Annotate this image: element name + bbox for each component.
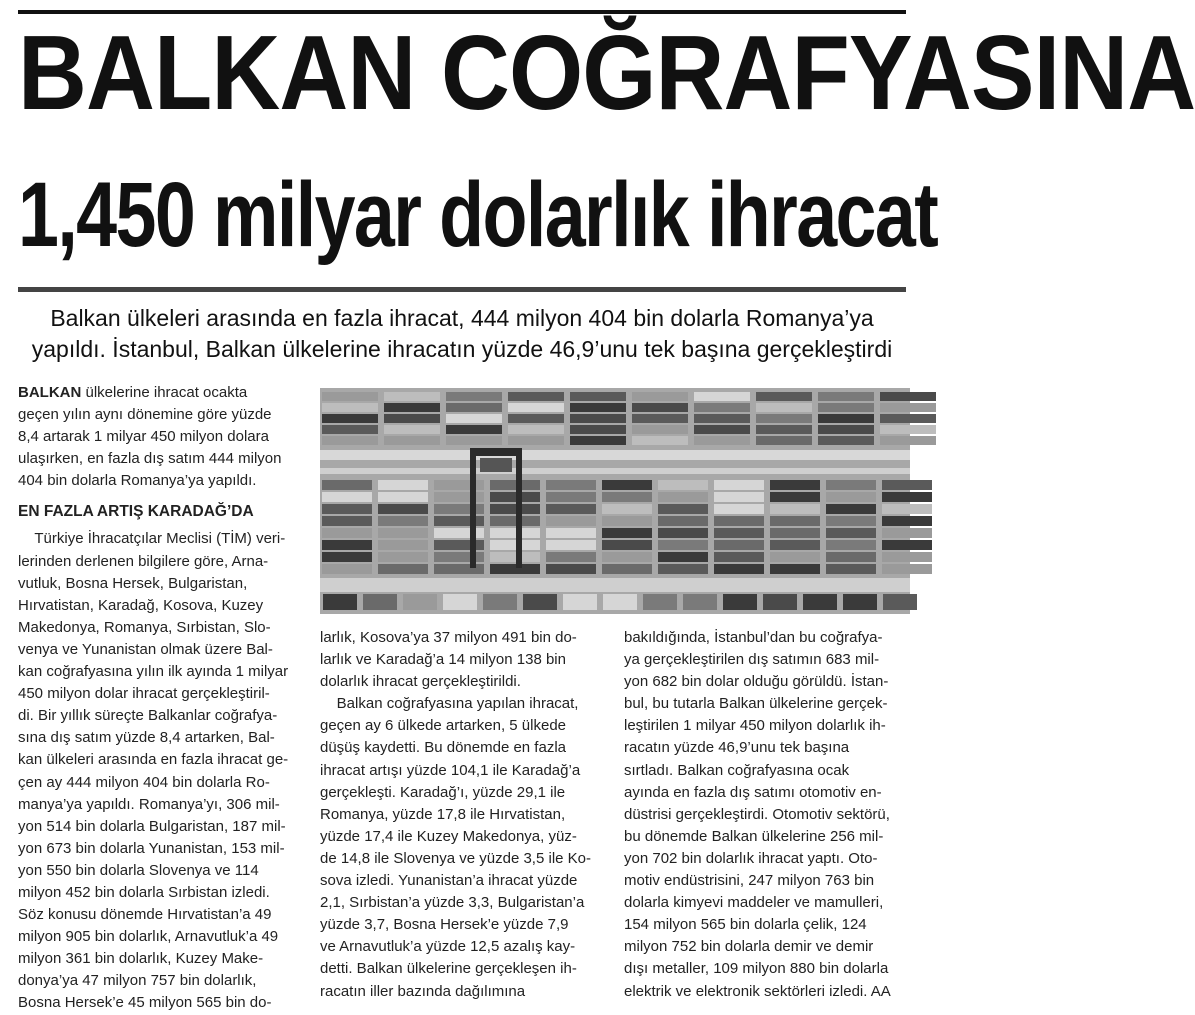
text-line: venya ve Yunanistan olmak üzere Bal- <box>18 640 273 658</box>
container <box>322 480 372 490</box>
text-line: düşüş kaydetti. Bu dönemde en fazla <box>320 739 566 757</box>
text-line: 450 milyon dolar ihracat gerçekleştiril- <box>18 685 270 703</box>
container <box>602 492 652 502</box>
container <box>818 425 874 434</box>
container <box>882 504 932 514</box>
container <box>826 564 876 574</box>
container <box>546 552 596 562</box>
container <box>446 414 502 423</box>
text-line: bul, bu tutarla Balkan ülkelerine gerçek- <box>624 695 888 713</box>
text-line: vutluk, Bosna Hersek, Bulgaristan, <box>18 574 248 592</box>
container <box>658 564 708 574</box>
text-line: donya’ya 47 milyon 757 bin dolarlık, <box>18 972 257 990</box>
container <box>658 552 708 562</box>
container <box>818 392 874 401</box>
container <box>570 392 626 401</box>
container <box>546 504 596 514</box>
container <box>756 436 812 445</box>
container <box>602 540 652 550</box>
container <box>658 492 708 502</box>
text-line: dolarlık ihracat gerçekleştirildi. <box>320 673 521 691</box>
container <box>763 594 797 610</box>
container <box>446 425 502 434</box>
container <box>602 528 652 538</box>
container <box>523 594 557 610</box>
container <box>694 436 750 445</box>
container <box>490 516 540 526</box>
container <box>322 540 372 550</box>
container <box>880 403 936 412</box>
container <box>658 516 708 526</box>
container <box>570 403 626 412</box>
text-line: racatın iller bazında dağılımına <box>320 982 526 1000</box>
text-line: di. Bir yıllık süreçte Balkanlar coğrafya- <box>18 707 278 725</box>
text-line: dolarla kimyevi maddeler ve mamulleri, <box>624 894 884 912</box>
text-line: 2,1, Sırbistan’a yüzde 3,3, Bulgaristan’a <box>320 894 585 912</box>
container <box>883 594 917 610</box>
container <box>658 504 708 514</box>
container <box>322 504 372 514</box>
shipping-containers-image <box>320 388 910 614</box>
container <box>508 403 564 412</box>
container <box>882 480 932 490</box>
container <box>723 594 757 610</box>
container <box>322 392 378 401</box>
container <box>546 528 596 538</box>
container <box>882 528 932 538</box>
container <box>632 414 688 423</box>
text-line: yüzde 17,4 ile Kuzey Makedonya, yüz- <box>320 827 577 845</box>
container <box>508 392 564 401</box>
container-port-photo <box>320 388 910 614</box>
container <box>434 516 484 526</box>
crane-beam <box>470 448 522 456</box>
headline-line-1: BALKAN COĞRAFYASINA <box>18 14 1195 132</box>
container <box>602 504 652 514</box>
text-line: Türkiye İhracatçılar Meclisi (TİM) veri- <box>18 530 286 548</box>
container <box>384 414 440 423</box>
container <box>446 436 502 445</box>
subhead: EN FAZLA ARTIŞ KARADAĞ’DA <box>18 503 254 521</box>
container <box>434 528 484 538</box>
text-line: ya gerçekleştirilen dış satımın 683 mil- <box>624 651 880 669</box>
lead-line: 8,4 artarak 1 milyar 450 milyon dolara <box>18 428 269 446</box>
text-line: düstrisi gerçekleştirdi. Otomotiv sektörü, <box>624 805 890 823</box>
column-2-body <box>320 627 605 1003</box>
text-line: geçen ay 6 ülkede artarken, 5 ülkede <box>320 717 566 735</box>
container <box>714 492 764 502</box>
text-line: elektrik ve elektronik sektörleri izledi. AA <box>624 982 891 1000</box>
container <box>446 392 502 401</box>
container <box>490 564 540 574</box>
container <box>434 480 484 490</box>
text-line: milyon 452 bin dolarla Sırbistan izledi. <box>18 883 270 901</box>
text-line: ayında en fazla dış satımı otomotiv en- <box>624 783 882 801</box>
container <box>434 492 484 502</box>
container <box>714 528 764 538</box>
text-line: racatın yüzde 46,9’unu tek başına <box>624 739 850 757</box>
container <box>508 425 564 434</box>
container <box>490 504 540 514</box>
container <box>322 414 378 423</box>
column-1-body <box>18 528 302 1014</box>
container <box>714 516 764 526</box>
container <box>818 403 874 412</box>
container <box>694 392 750 401</box>
container <box>803 594 837 610</box>
container <box>756 392 812 401</box>
container <box>322 528 372 538</box>
container <box>443 594 477 610</box>
text-line: dışı metaller, 109 milyon 880 bin dolarla <box>624 960 889 978</box>
column-3-body <box>624 627 910 1003</box>
deck-line: Balkan ülkeleri arasında en fazla ihracat, 444 milyon 404 bin dolarla Romanya’ya <box>50 305 874 331</box>
container <box>322 552 372 562</box>
container <box>632 403 688 412</box>
lead-keyword: BALKAN <box>18 384 82 401</box>
crane-cab <box>480 458 512 472</box>
container <box>882 540 932 550</box>
container <box>378 552 428 562</box>
container <box>483 594 517 610</box>
container <box>658 528 708 538</box>
text-line: detti. Balkan ülkelerine gerçekleşen ih- <box>320 960 577 978</box>
text-line: yon 550 bin dolarla Slovenya ve 114 <box>18 861 259 879</box>
text-line: Bosna Hersek’e 45 milyon 565 bin do- <box>18 994 272 1012</box>
container <box>714 480 764 490</box>
text-line: bakıldığında, İstanbul’dan bu coğrafya- <box>624 629 883 646</box>
container <box>826 516 876 526</box>
lead-line: ulaşırken, en fazla dış satım 444 milyon <box>18 450 282 468</box>
container <box>546 492 596 502</box>
container <box>546 540 596 550</box>
text-line: Hırvatistan, Karadağ, Kosova, Kuzey <box>18 596 264 614</box>
container <box>508 436 564 445</box>
text-line: manya’ya yapıldı. Romanya’yı, 306 mil- <box>18 795 280 813</box>
container <box>880 436 936 445</box>
text-line: gerçekleşti. Karadağ’ı, yüzde 29,1 ile <box>320 783 566 801</box>
container <box>378 528 428 538</box>
container <box>322 516 372 526</box>
container <box>546 480 596 490</box>
text-line: yüzde 3,7, Bosna Hersek’e yüzde 7,9 <box>320 916 569 934</box>
container <box>658 480 708 490</box>
roadway <box>320 450 910 460</box>
container <box>826 504 876 514</box>
lead-line: geçen yılın aynı dönemine göre yüzde <box>18 406 272 424</box>
container <box>756 403 812 412</box>
crane-leg <box>516 448 522 568</box>
container <box>602 480 652 490</box>
container <box>490 552 540 562</box>
container <box>658 540 708 550</box>
text-line: yon 682 bin dolar olduğu görüldü. İstan- <box>624 673 889 691</box>
container <box>378 504 428 514</box>
headline-line-2: 1,450 milyar dolarlık ihracat <box>18 164 938 266</box>
text-line: kan ülkeleri arasında en fazla ihracat ge- <box>18 751 289 769</box>
container <box>363 594 397 610</box>
container <box>546 564 596 574</box>
container <box>378 480 428 490</box>
text-line: sova izledi. Yunanistan’a ihracat yüzde <box>320 872 578 890</box>
container <box>714 552 764 562</box>
roadway <box>320 578 910 592</box>
container <box>882 516 932 526</box>
container <box>632 425 688 434</box>
container <box>490 480 540 490</box>
text-line: larlık ve Karadağ’a 14 milyon 138 bin <box>320 651 566 669</box>
article-column-3 <box>624 627 910 1003</box>
container <box>434 504 484 514</box>
container <box>384 436 440 445</box>
container <box>818 436 874 445</box>
container <box>770 516 820 526</box>
container <box>694 403 750 412</box>
container <box>378 492 428 502</box>
text-line: lerinden derlenen bilgilere göre, Arna- <box>18 552 269 570</box>
container <box>602 564 652 574</box>
container <box>826 552 876 562</box>
text-line: sırtladı. Balkan coğrafyasına ocak <box>624 761 850 779</box>
container <box>434 564 484 574</box>
container <box>434 552 484 562</box>
article-column-1 <box>18 382 302 1015</box>
container <box>882 492 932 502</box>
text-line: yon 514 bin dolarla Bulgaristan, 187 mil- <box>18 817 286 835</box>
container <box>632 392 688 401</box>
text-line: milyon 361 bin dolarlık, Kuzey Make- <box>18 950 264 968</box>
container <box>570 436 626 445</box>
container <box>403 594 437 610</box>
article-column-2 <box>320 627 605 1003</box>
container <box>880 414 936 423</box>
container <box>384 425 440 434</box>
text-line: yon 673 bin dolarla Yunanistan, 153 mil- <box>18 839 285 857</box>
container <box>546 516 596 526</box>
text-line: kan coğrafyasına yılın ilk ayında 1 milyar <box>18 663 289 681</box>
container <box>770 540 820 550</box>
text-line: bu dönemde Balkan ülkelerine 256 mil- <box>624 827 884 845</box>
container <box>880 392 936 401</box>
text-line: Makedonya, Romanya, Sırbistan, Slo- <box>18 618 271 636</box>
container <box>694 414 750 423</box>
container <box>770 564 820 574</box>
container <box>714 564 764 574</box>
container <box>323 594 357 610</box>
container <box>770 480 820 490</box>
container <box>384 403 440 412</box>
container <box>322 403 378 412</box>
text-line: leştirilen 1 milyar 450 milyon dolarlık ih- <box>624 717 886 735</box>
container <box>756 414 812 423</box>
container <box>826 492 876 502</box>
container <box>770 552 820 562</box>
container <box>384 392 440 401</box>
container <box>882 564 932 574</box>
container <box>446 403 502 412</box>
container <box>756 425 812 434</box>
container <box>882 552 932 562</box>
container <box>434 540 484 550</box>
text-line: ihracat artışı yüzde 104,1 ile Karadağ’a <box>320 761 581 779</box>
container <box>378 540 428 550</box>
container <box>770 504 820 514</box>
container <box>826 540 876 550</box>
text-line: Söz konusu dönemde Hırvatistan’a 49 <box>18 906 272 924</box>
deck-line: yapıldı. İstanbul, Balkan ülkelerine ihracatın yüzde 46,9’unu tek başına gerçekleştirdi <box>31 336 893 362</box>
container <box>602 552 652 562</box>
text-line: ve Arnavutluk’a yüzde 12,5 azalış kay- <box>320 938 576 956</box>
text-line: 154 milyon 565 bin dolarla çelik, 124 <box>624 916 867 934</box>
container <box>714 504 764 514</box>
deck <box>18 303 906 365</box>
container <box>378 564 428 574</box>
text-line: larlık, Kosova’ya 37 milyon 491 bin do- <box>320 629 577 646</box>
container <box>714 540 764 550</box>
container <box>490 528 540 538</box>
headline-rule <box>18 287 906 292</box>
container <box>632 436 688 445</box>
container <box>490 540 540 550</box>
container <box>683 594 717 610</box>
text-line: milyon 752 bin dolarla demir ve demir <box>624 938 874 956</box>
container <box>563 594 597 610</box>
container <box>322 436 378 445</box>
text-line: Balkan coğrafyasına yapılan ihracat, <box>320 695 579 713</box>
container <box>603 594 637 610</box>
roadway <box>320 468 910 474</box>
container <box>508 414 564 423</box>
container <box>694 425 750 434</box>
text-line: de 14,8 ile Slovenya ve yüzde 3,5 ile Ko- <box>320 849 592 867</box>
container <box>602 516 652 526</box>
container <box>826 480 876 490</box>
container <box>570 425 626 434</box>
crane-leg <box>470 448 476 568</box>
text-line: motiv endüstrisini, 247 milyon 763 bin <box>624 872 875 890</box>
lead-first-line <box>18 382 302 404</box>
text-line: sına dış satım yüzde 8,4 artarken, Bal- <box>18 729 275 747</box>
container <box>322 425 378 434</box>
text-line: Romanya, yüzde 17,8 ile Hırvatistan, <box>320 805 566 823</box>
container <box>378 516 428 526</box>
container <box>880 425 936 434</box>
container <box>843 594 877 610</box>
container <box>322 564 372 574</box>
container <box>826 528 876 538</box>
container <box>490 492 540 502</box>
text-line: milyon 905 bin dolarlık, Arnavutluk’a 49 <box>18 928 279 946</box>
lead-line: 404 bin dolarla Romanya’ya yapıldı. <box>18 472 257 490</box>
container <box>770 492 820 502</box>
container <box>570 414 626 423</box>
lead-first-line-rest: ülkelerine ihracat ocakta <box>81 384 248 401</box>
text-line: çen ay 444 milyon 404 bin dolarla Ro- <box>18 773 270 791</box>
container <box>322 492 372 502</box>
container <box>643 594 677 610</box>
container <box>770 528 820 538</box>
container <box>818 414 874 423</box>
text-line: yon 702 bin dolarlık ihracat yaptı. Oto- <box>624 849 878 867</box>
